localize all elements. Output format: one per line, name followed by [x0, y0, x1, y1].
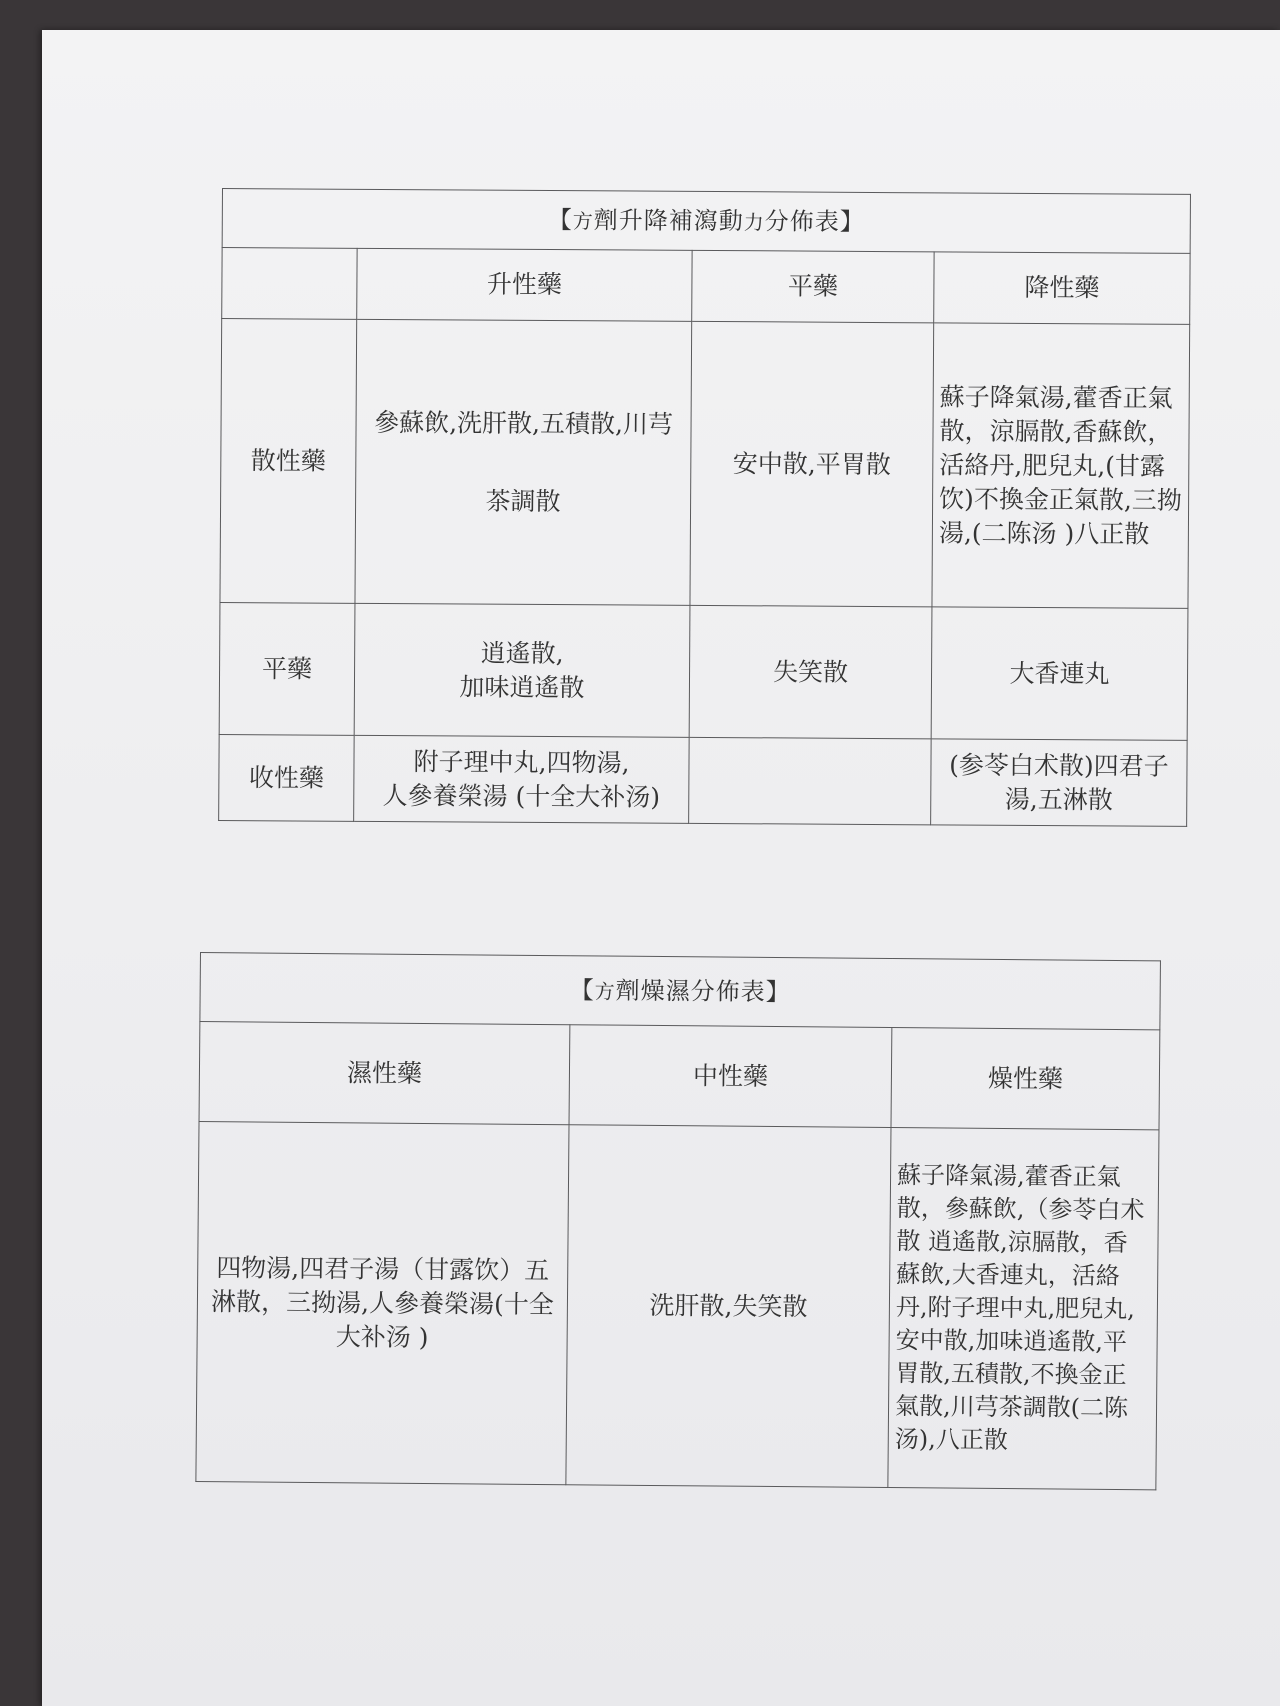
table-cell: 附子理中丸,四物湯, 人參養榮湯 (十全大补汤)	[354, 735, 690, 823]
table-cell: 參蘇飲,洗肝散,五積散,川芎 茶調散	[355, 319, 692, 605]
header-dry: 燥性藥	[891, 1028, 1160, 1130]
table-cell: 蘇子降氣湯,藿香正氣散，涼膈散,香蘇飲，活絡丹,肥兒丸,(甘露饮)不換金正氣散,三拗湯,(二陈汤 )八正散	[932, 323, 1190, 609]
table-cell: 安中散,平胃散	[690, 321, 934, 606]
table-cell: 大香連丸	[931, 607, 1188, 741]
table-cell: 失笑散	[689, 605, 932, 738]
table-cell: 逍遙散, 加味逍遙散	[354, 603, 690, 737]
table2-title: 【方劑燥濕分佈表】	[200, 953, 1161, 1030]
table-cell: (参苓白术散)四君子湯,五淋散	[931, 739, 1188, 827]
table-dry-damp	[195, 952, 1161, 1490]
table-cell: 四物湯,四君子湯（甘露饮）五淋散，三拗湯,人參養榮湯(十全大补汤 )	[196, 1121, 569, 1484]
row-label: 平藥	[219, 602, 355, 735]
table-lift-descend	[218, 188, 1191, 827]
header-damp: 濕性藥	[199, 1022, 570, 1125]
header-corner	[222, 248, 357, 320]
table-cell: 洗肝散,失笑散	[566, 1125, 891, 1488]
table-cell	[689, 737, 932, 824]
table1-title: 【方劑升降補瀉動力分佈表】	[222, 189, 1190, 254]
table-cell: 蘇子降氣湯,藿香正氣散，參蘇飲,（参苓白术散 逍遙散,涼膈散，香蘇飲,大香連丸，活絡丹,附子理中丸,肥兒丸,安中散,加味逍遙散,平胃散,五積散,不換金正氣散,川芎茶調散(二陈汤),八正散	[888, 1128, 1159, 1490]
row-label: 收性藥	[219, 734, 355, 821]
header-neutral: 平藥	[692, 250, 934, 322]
header-middle: 中性藥	[569, 1025, 892, 1128]
header-lift: 升性藥	[357, 248, 692, 321]
header-descend: 降性藥	[934, 252, 1190, 325]
row-label: 散性藥	[220, 319, 357, 604]
